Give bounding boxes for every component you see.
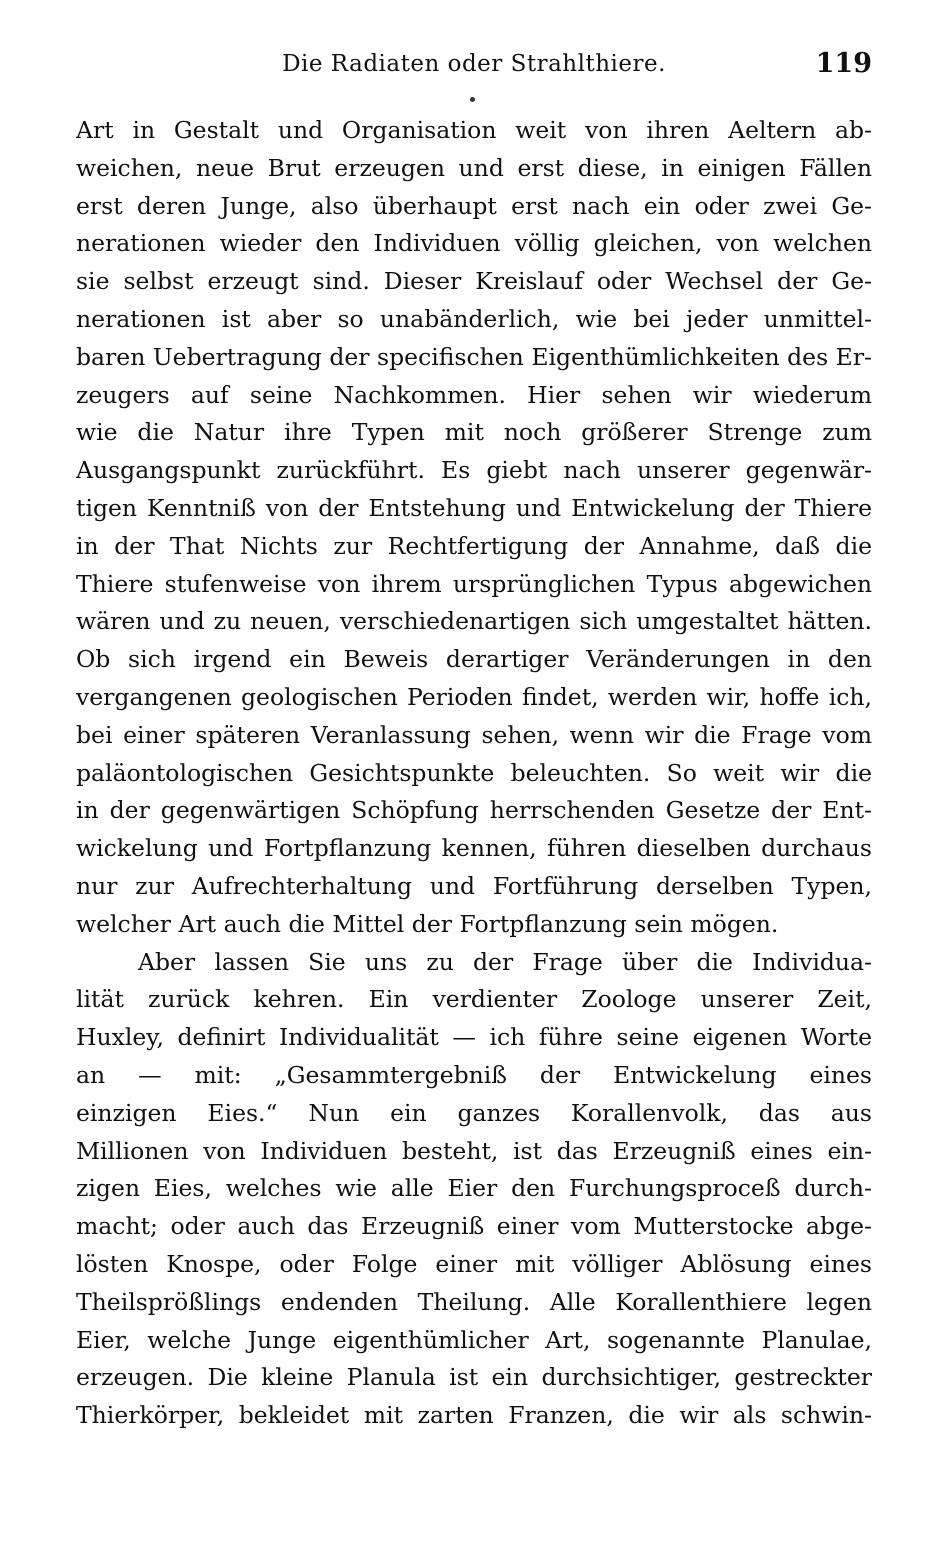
- text-line: einzigen Eies.“ Nun ein ganzes Korallenvolk, das aus: [76, 1098, 872, 1127]
- text-line: wickelung und Fortpflanzung kennen, führen dieselben durchaus: [76, 834, 872, 863]
- running-title: Die Radiaten oder Strahlthiere.: [282, 51, 666, 77]
- text-line: nerationen wieder den Individuen völlig gleichen, von welchen: [76, 229, 872, 258]
- text-line: Art in Gestalt und Organisation weit von ihren Aeltern ab-: [76, 116, 872, 144]
- text-line: paläontologischen Gesichtspunkte beleuchten. So weit wir die: [76, 758, 872, 787]
- text-line: bei einer späteren Veranlassung sehen, wenn wir die Frage vom: [76, 720, 872, 749]
- text-line: in der That Nichts zur Rechtfertigung der Annahme, daß die: [76, 531, 872, 560]
- print-speck: [470, 97, 475, 102]
- text-line: wie die Natur ihre Typen mit noch größerer Strenge zum: [76, 418, 872, 447]
- text-line: zigen Eies, welches wie alle Eier den Furchungsproceß durch-: [76, 1174, 872, 1203]
- text-line: lösten Knospe, oder Folge einer mit völliger Ablösung eines: [76, 1249, 872, 1278]
- text-line: weichen, neue Brut erzeugen und erst diese, in einigen Fällen: [76, 153, 872, 182]
- text-line: erzeugen. Die kleine Planula ist ein durchsichtiger, gestreckter: [76, 1363, 872, 1392]
- text-line: welcher Art auch die Mittel der Fortpflanzung sein mögen.: [76, 909, 779, 938]
- text-line: erst deren Junge, also überhaupt erst nach ein oder zwei Ge-: [76, 191, 872, 220]
- text-line: Ausgangspunkt zurückführt. Es giebt nach unserer gegenwär-: [76, 456, 872, 485]
- body-text: [76, 112, 872, 1435]
- paragraph-first-line: Aber lassen Sie uns zu der Frage über die Individua-: [138, 947, 872, 976]
- text-line: lität zurück kehren. Ein verdienter Zoologe unserer Zeit,: [76, 985, 872, 1014]
- text-line: sie selbst erzeugt sind. Dieser Kreislauf oder Wechsel der Ge-: [76, 267, 872, 296]
- text-line: in der gegenwärtigen Schöpfung herrschenden Gesetze der Ent-: [76, 796, 872, 825]
- running-head: [76, 44, 872, 84]
- text-line: baren Uebertragung der specifischen Eigenthümlichkeiten des Er-: [76, 342, 872, 371]
- text-line: Thierkörper, bekleidet mit zarten Franzen, die wir als schwin-: [76, 1401, 872, 1430]
- text-line: zeugers auf seine Nachkommen. Hier sehen wir wiederum: [76, 380, 872, 409]
- text-line: macht; oder auch das Erzeugniß einer vom Mutterstocke abge-: [76, 1212, 872, 1241]
- text-line: Ob sich irgend ein Beweis derartiger Veränderungen in den: [76, 645, 872, 674]
- text-line: tigen Kenntniß von der Entstehung und Entwickelung der Thiere: [76, 493, 872, 522]
- text-line: Theilsprößlings endenden Theilung. Alle Korallenthiere legen: [76, 1287, 872, 1316]
- text-line: Thiere stufenweise von ihrem ursprünglichen Typus abgewichen: [76, 569, 872, 598]
- text-line: nur zur Aufrechterhaltung und Fortführung derselben Typen,: [76, 871, 872, 900]
- text-line: Huxley, definirt Individualität — ich führe seine eigenen Worte: [76, 1023, 872, 1052]
- text-line: nerationen ist aber so unabänderlich, wie bei jeder unmittel-: [76, 304, 872, 333]
- text-line: vergangenen geologischen Perioden findet, werden wir, hoffe ich,: [76, 682, 872, 711]
- text-line: Millionen von Individuen besteht, ist das Erzeugniß eines ein-: [76, 1136, 872, 1165]
- text-line: Eier, welche Junge eigenthümlicher Art, sogenannte Planulae,: [76, 1325, 872, 1354]
- page-number: 119: [815, 48, 872, 79]
- text-line: an — mit: „Gesammtergebniß der Entwickelung eines: [76, 1060, 872, 1089]
- text-line: wären und zu neuen, verschiedenartigen sich umgestaltet hätten.: [76, 607, 872, 636]
